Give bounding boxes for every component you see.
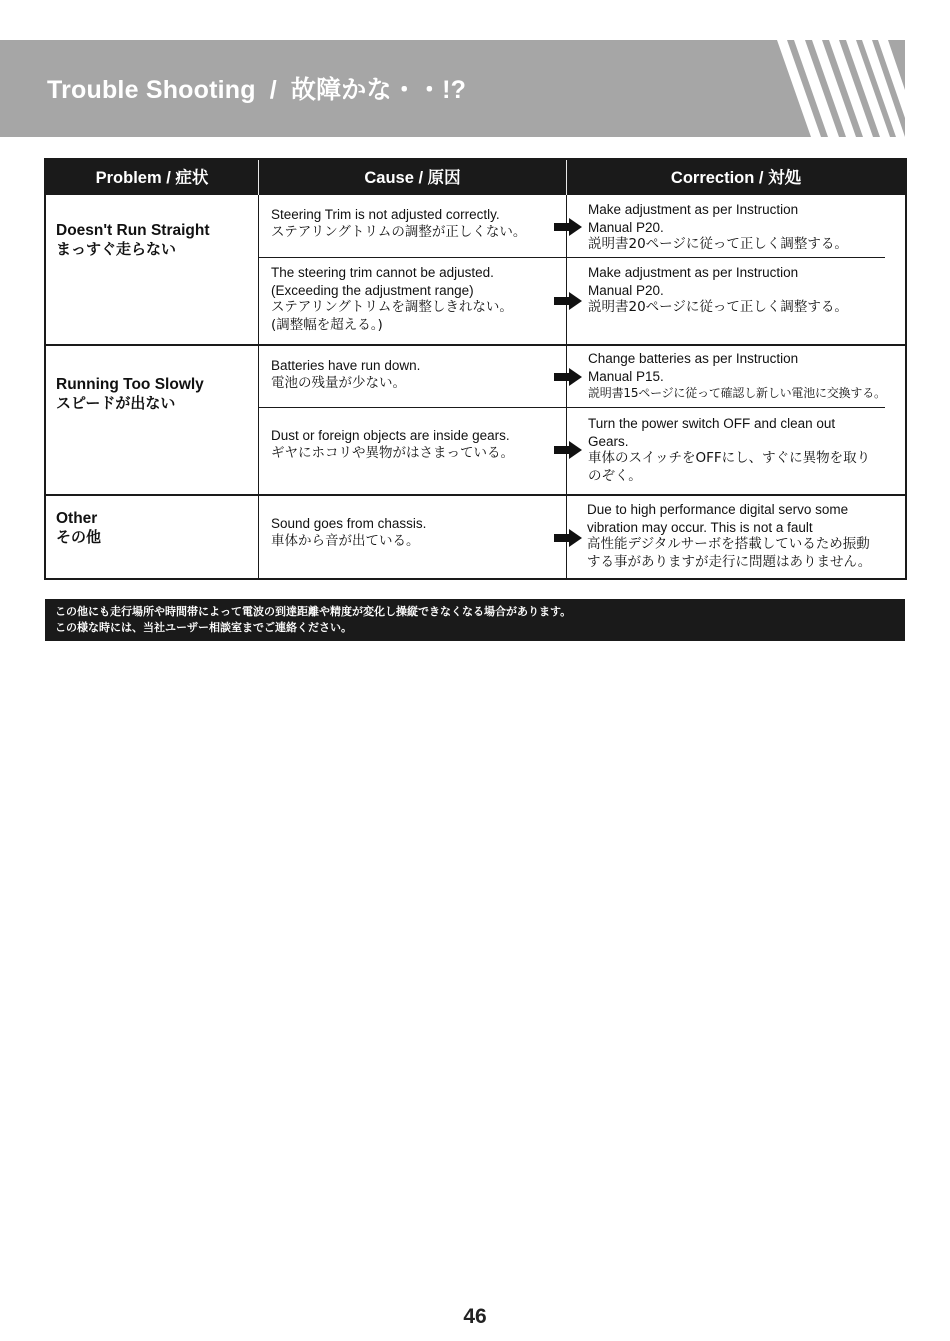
right-arrow-icon	[554, 292, 582, 310]
right-arrow-icon	[554, 218, 582, 236]
correction-cell	[588, 350, 886, 403]
cause-line: Steering Trim is not adjusted correctly.	[271, 207, 500, 222]
table-header	[46, 160, 905, 195]
problem-english: Doesn't Run Straight	[56, 222, 210, 239]
problem-label	[56, 375, 204, 413]
cause-line: ステアリングトリムの調整が正しくない。	[271, 223, 527, 240]
correction-line: Manual P15.	[588, 368, 664, 384]
cause-line: The steering trim cannot be adjusted.	[271, 265, 494, 280]
cause-line: Dust or foreign objects are inside gears.	[271, 428, 510, 443]
cause-line: 車体から音が出ている。	[271, 532, 420, 549]
correction-line: Due to high performance digital servo some	[587, 502, 849, 517]
column-header-correction: Correction / 対処	[670, 169, 802, 187]
correction-cell	[587, 501, 871, 571]
correction-line: Gears.	[588, 433, 629, 449]
cause-line: ギヤにホコリや異物がはさまっている。	[271, 444, 514, 461]
problem-label	[56, 221, 210, 259]
correction-line: Make adjustment as per Instruction	[588, 202, 799, 217]
page-number: 46	[463, 1305, 487, 1328]
correction-cell	[588, 201, 848, 254]
correction-line: 説明書20ページに従って正しく調整する。	[588, 236, 848, 252]
row-divider	[259, 407, 566, 408]
cause-cell	[271, 264, 513, 334]
title-english: Trouble Shooting	[47, 76, 256, 104]
cause-line: ステアリングトリムを調整しきれない。	[271, 299, 513, 315]
troubleshooting-table	[44, 158, 907, 580]
right-arrow-icon	[554, 529, 582, 547]
correction-line: 高性能デジタルサーボを搭載しているため振動	[587, 536, 870, 552]
right-arrow-icon	[554, 441, 582, 459]
cause-cell	[271, 357, 420, 392]
correction-line: Make adjustment as per Instruction	[588, 265, 799, 280]
row-divider	[259, 257, 566, 258]
cause-line: Batteries have run down.	[271, 358, 421, 373]
cause-line: Sound goes from chassis.	[271, 516, 427, 531]
correction-line: 車体のスイッチをOFFにし、すぐに異物を取り	[588, 450, 871, 466]
cause-line: (調整幅を超える。)	[271, 316, 383, 333]
correction-line: 説明書20ページに従って正しく調整する。	[588, 299, 848, 315]
row-divider	[567, 257, 885, 258]
problem-japanese: まっすぐ走らない	[56, 240, 177, 258]
correction-line: Manual P20.	[588, 219, 664, 235]
group-divider	[46, 494, 905, 496]
right-arrow-icon	[554, 368, 582, 386]
correction-line: Change batteries as per Instruction	[588, 351, 799, 366]
problem-english: Other	[56, 510, 98, 527]
column-header-problem: Problem / 症状	[95, 169, 209, 187]
problem-japanese: スピードが出ない	[56, 394, 176, 412]
notice-line: この他にも走行場所や時間帯によって電波の到達距離や精度が変化し操縦できなくなる場合があります。	[55, 605, 572, 618]
problem-english: Running Too Slowly	[56, 376, 204, 393]
correction-line: のぞく。	[588, 467, 642, 484]
cause-line: 電池の残量が少ない。	[271, 374, 406, 391]
title-separator: /	[269, 76, 277, 104]
column-header-cause: Cause / 原因	[364, 169, 461, 187]
correction-cell	[588, 415, 870, 485]
page-title	[47, 70, 466, 106]
cause-cell	[271, 206, 526, 241]
notice-line: この様な時には、当社ユーザー相談室までご連絡ください。	[55, 621, 352, 634]
column-divider	[566, 195, 567, 580]
cause-cell	[271, 427, 514, 462]
notice-bar	[45, 599, 905, 641]
row-divider	[567, 407, 885, 408]
correction-line: vibration may occur. This is not a fault	[587, 519, 813, 535]
problem-label	[56, 509, 101, 547]
header-banner	[0, 40, 950, 137]
column-divider	[258, 195, 259, 580]
problem-japanese: その他	[56, 528, 102, 546]
group-divider	[46, 344, 905, 346]
correction-line: する事がありますが走行に問題はありません。	[587, 553, 872, 570]
title-japanese: 故障かな・・!?	[290, 76, 467, 104]
cause-cell	[271, 515, 426, 550]
cause-line: (Exceeding the adjustment range)	[271, 282, 474, 298]
correction-line: Manual P20.	[588, 282, 664, 298]
correction-cell	[588, 264, 848, 317]
correction-line: Turn the power switch OFF and clean out	[588, 416, 836, 431]
correction-line: 説明書15ページに従って確認し新しい電池に交換する。	[588, 386, 886, 400]
